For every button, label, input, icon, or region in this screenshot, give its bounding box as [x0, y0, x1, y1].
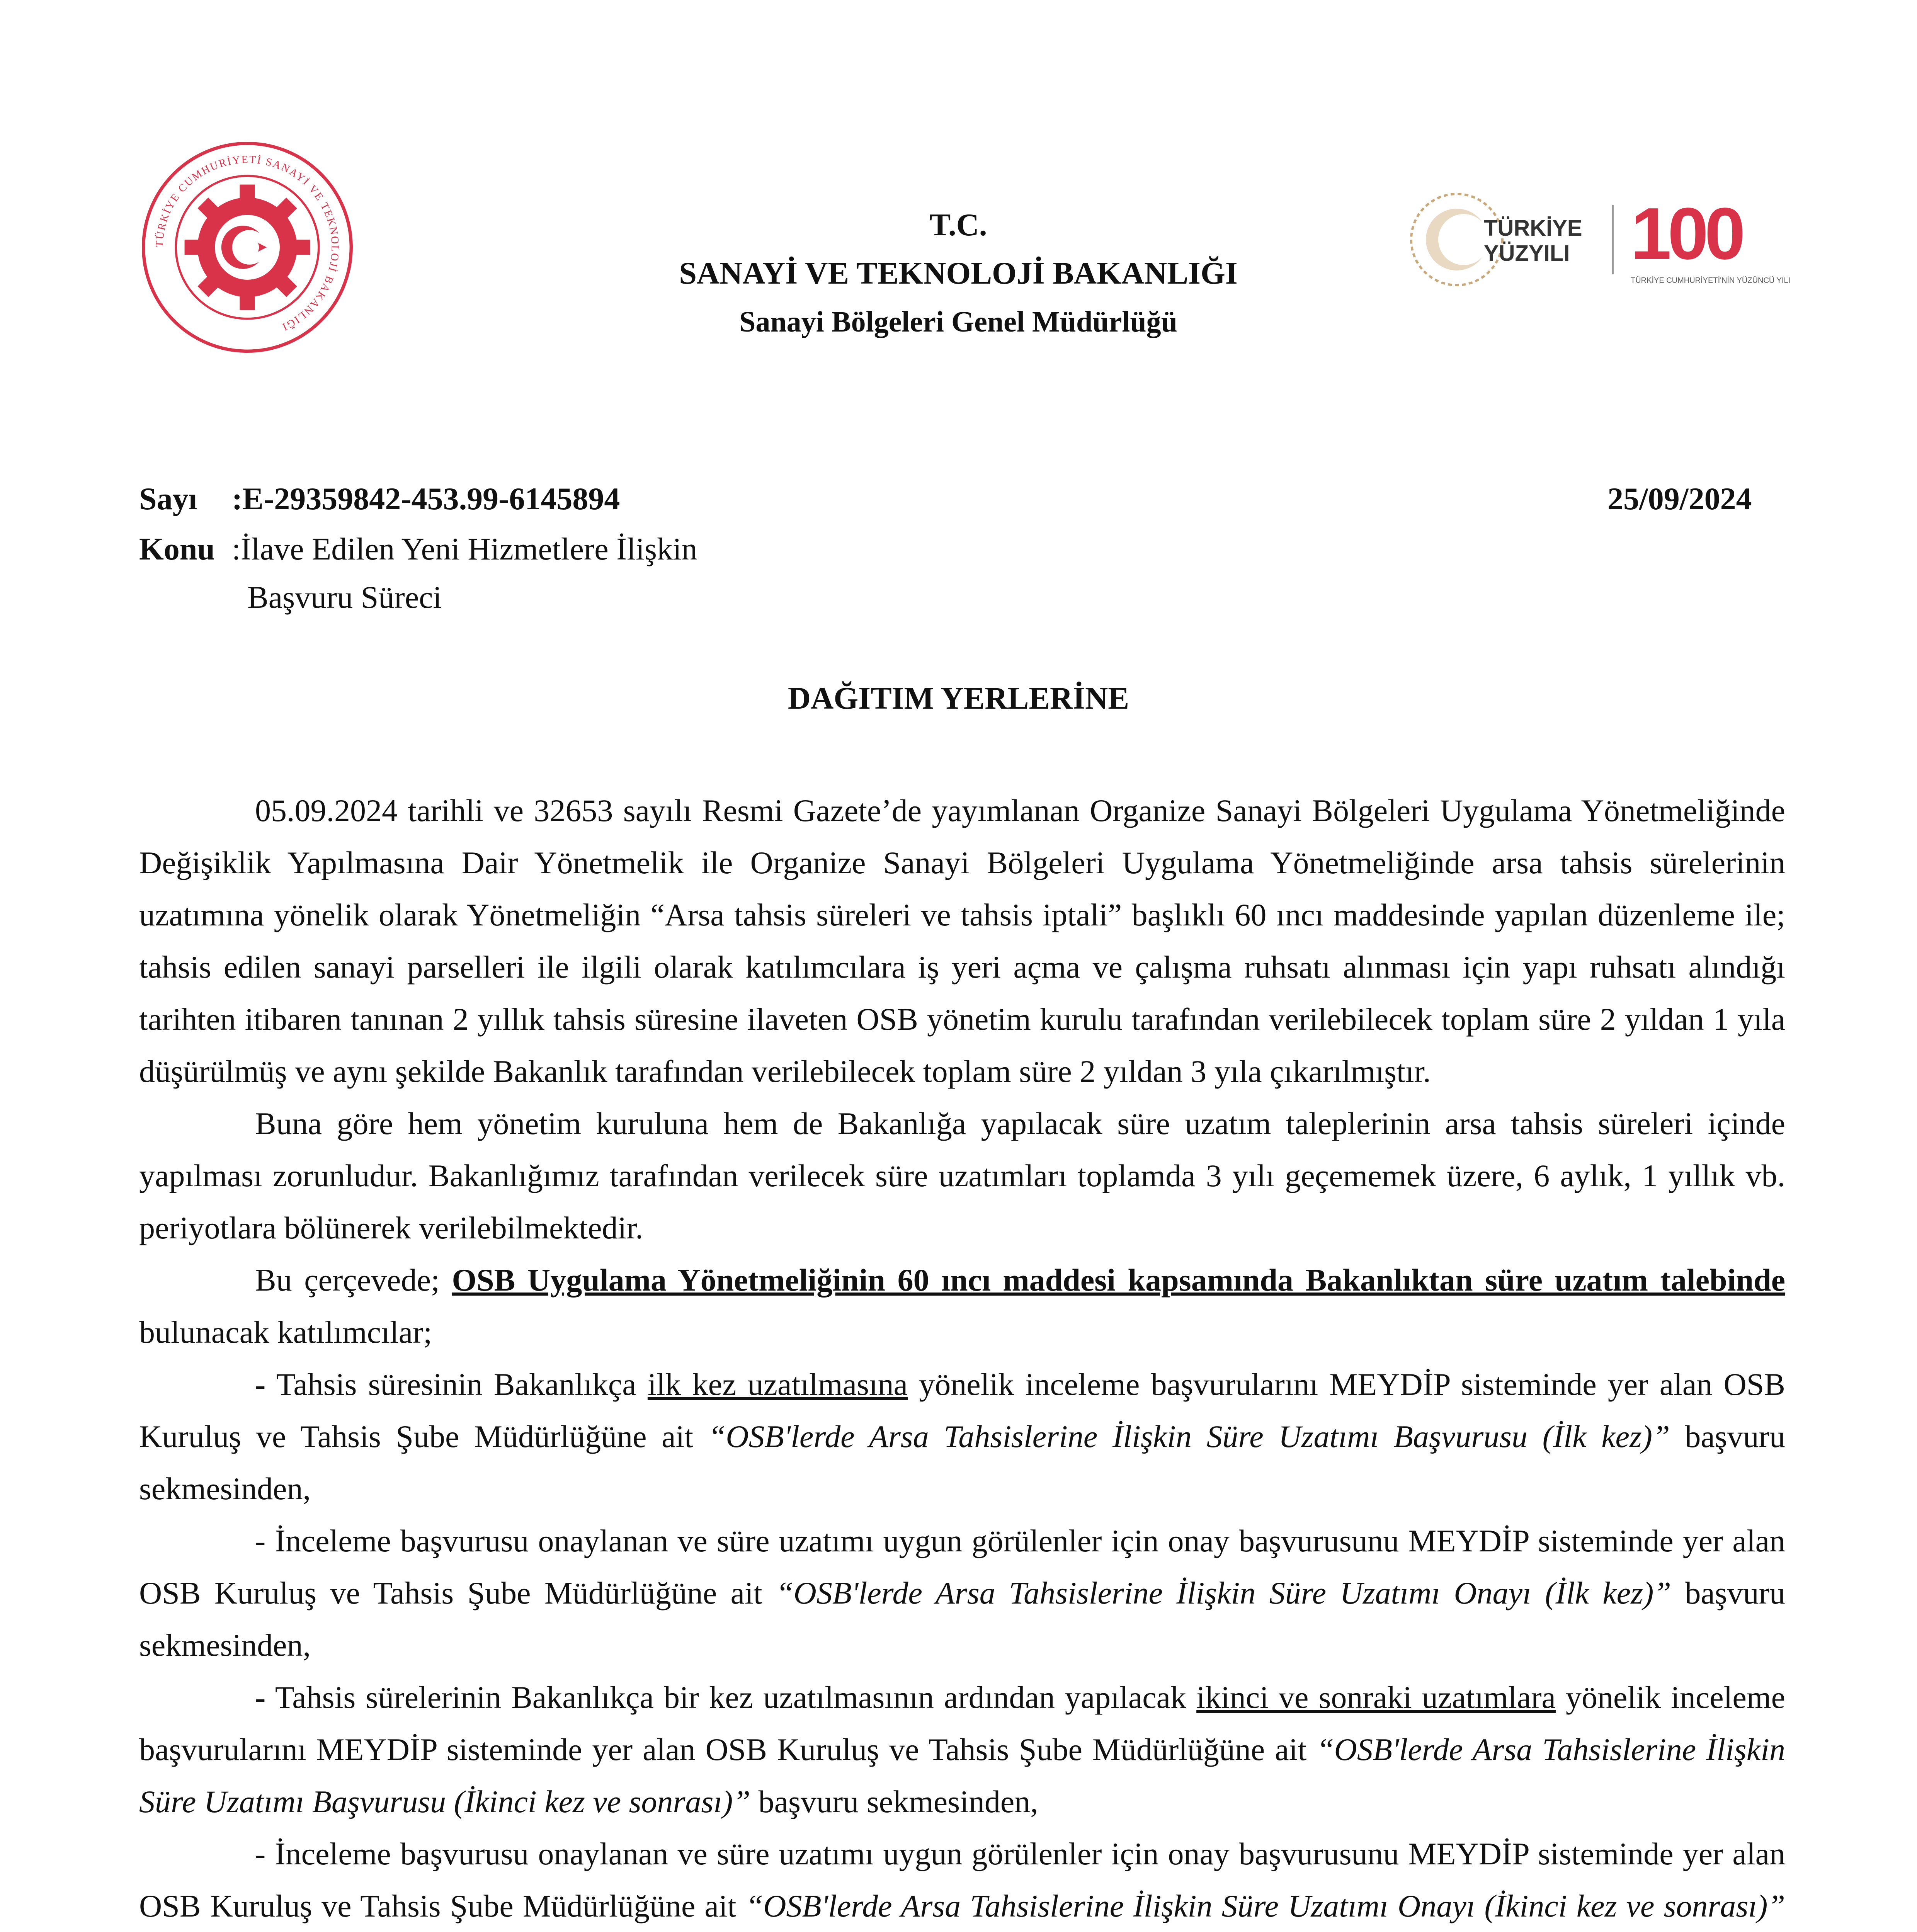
p3-text-c: bulunacak katılımcılar; — [139, 1315, 432, 1350]
paragraph-3 — [139, 1254, 1785, 1358]
p4-text-a: - Tahsis süresinin Bakanlıkça — [255, 1367, 648, 1402]
paragraph-5 — [139, 1515, 1785, 1671]
p5-tab-name: “OSB'lerde Arsa Tahsislerine İlişkin Süre Uzatımı Onayı (İlk kez)” — [776, 1575, 1671, 1611]
p4-text-e: başvuru sekmesinden, — [139, 1419, 1785, 1506]
konu-line-1: :İlave Edilen Yeni Hizmetlere İlişkin — [232, 531, 697, 566]
p7-tab-name: “OSB'lerde Arsa Tahsislerine İlişkin Süre Uzatımı Onayı (İkinci kez ve sonrası)” — [745, 1888, 1785, 1923]
seal-ring-text: TÜRKİYE CUMHURİYETİ SANAYİ VE TEKNOLOJİ BAKANLIĞI — [153, 153, 341, 333]
konu-label: Konu — [139, 531, 215, 566]
p6-text-c: yönelik inceleme başvurularını MEYDİP sisteminde yer alan OSB Kuruluş ve Tahsis Şube Müdürlüğüne ait — [139, 1680, 1786, 1767]
document-date: 25/09/2024 — [1607, 481, 1752, 516]
p4-tab-name: “OSB'lerde Arsa Tahsislerine İlişkin Süre Uzatımı Başvurusu (İlk kez)” — [708, 1419, 1670, 1454]
sayi-value: :E-29359842-453.99-6145894 — [232, 481, 620, 516]
paragraph-1: 05.09.2024 tarihli ve 32653 sayılı Resmi Gazete’de yayımlanan Organize Sanayi Bölgeleri Uygulama Yönetmeliğinde Değişiklik Yapılmasına Dair Yönetmelik ile Organize Sanayi Bölgeleri Uygulama Yönetmeliğinde arsa tahsis sürelerinin uzatımına yönelik olarak Yönetmeliğin “Arsa tahsis süreleri ve tahsis iptali” başlıklı 60 ıncı maddesinde yapılan düzenleme ile; tahsis edilen sanayi parselleri ile ilgili olarak katılımcılara iş yeri açma ve çalışma ruhsatı alınması için yapı ruhsatı alındığı tarihten itibaren tanınan 2 yıllık tahsis süresine ilaveten OSB yönetim kurulu tarafından verilebilecek toplam süre 2 yıldan 1 yıla düşürülmüş ve aynı şekilde Bakanlık tarafından verilebilecek toplam süre 2 yıldan 3 yıla çıkarılmıştır. — [139, 793, 1785, 1089]
p5-text-a: - İnceleme başvurusu onaylanan ve süre uzatımı uygun görülenler için onay başvurusunu MEYDİP sisteminde yer alan OSB Kuruluş ve Tahsis Şube Müdürlüğüne ait — [139, 1523, 1785, 1611]
p7-text-a: - İnceleme başvurusu onaylanan ve süre uzatımı uygun görülenler için onay başvurusunu MEYDİP sisteminde yer alan OSB Kuruluş ve Tahsis Şube Müdürlüğüne ait — [139, 1836, 1785, 1923]
p4-underlined: ilk kez uzatılmasına — [647, 1367, 908, 1402]
logo-number-100: 100 — [1631, 193, 1742, 275]
paragraph-6 — [139, 1671, 1785, 1828]
paragraph-4 — [139, 1358, 1785, 1515]
header-ministry: SANAYİ VE TEKNOLOJİ BAKANLIĞI — [679, 255, 1238, 291]
p3-emphasis: OSB Uygulama Yönetmeliğinin 60 ıncı maddesi kapsamında Bakanlıktan süre uzatım talebinde — [452, 1262, 1786, 1298]
letter-body — [139, 784, 1785, 1932]
paragraph-2: Buna göre hem yönetim kuruluna hem de Bakanlığa yapılacak süre uzatım taleplerinin arsa tahsis süreleri içinde yapılması zorunludur. Bakanlığımız tarafından verilecek süre uzatımları toplamda 3 yılı geçememek üzere, 6 aylık, 1 yıllık vb. periyotlara bölünerek verilebilmektedir. — [139, 1106, 1785, 1245]
ministry-seal-logo — [139, 139, 356, 355]
logo-word-yuzyili: YÜZYILI — [1484, 241, 1570, 266]
p3-text-a: Bu çerçevede; — [255, 1262, 452, 1298]
p6-underlined: ikinci ve sonraki uzatımlara — [1196, 1680, 1556, 1715]
logo-word-turkiye: TÜRKİYE — [1484, 216, 1582, 241]
header-directorate: Sanayi Bölgeleri Genel Müdürlüğü — [739, 306, 1177, 338]
addressee-heading: DAĞITIM YERLERİNE — [788, 680, 1129, 716]
logo-small-caption: TÜRKİYE CUMHURİYETİ'NİN YÜZÜNCÜ YILI — [1631, 276, 1791, 285]
header-tc: T.C. — [929, 207, 987, 242]
p4-text-c: yönelik inceleme başvurularını MEYDİP sisteminde yer alan OSB Kuruluş ve Tahsis Şube Müdürlüğüne ait — [139, 1367, 1786, 1454]
turkiye-yuzyili-100-logo — [1399, 182, 1801, 298]
paragraph-7 — [139, 1828, 1785, 1932]
p6-text-e: başvuru sekmesinden, — [750, 1784, 1038, 1819]
p6-text-a: - Tahsis sürelerinin Bakanlıkça bir kez uzatılmasının ardından yapılacak — [255, 1680, 1197, 1715]
p6-tab-name: “OSB'lerde Arsa Tahsislerine İlişkin Süre Uzatımı Başvurusu (İkinci kez ve sonrası)” — [139, 1732, 1785, 1819]
konu-line-2: Başvuru Süreci — [247, 580, 442, 615]
p5-text-c: başvuru sekmesinden, — [139, 1575, 1785, 1663]
sayi-label: Sayı — [139, 481, 197, 516]
